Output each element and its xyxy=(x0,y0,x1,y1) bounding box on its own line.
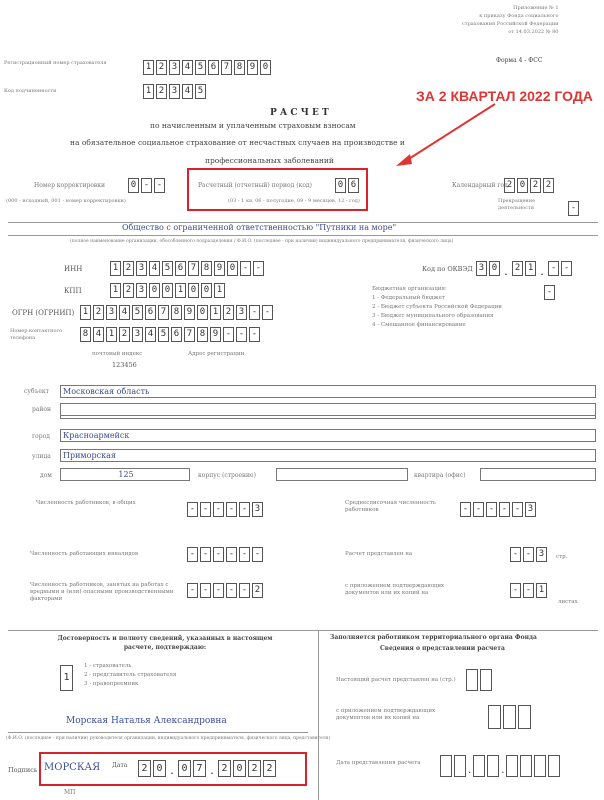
date-separator: . xyxy=(209,766,216,777)
harmful-digit: - xyxy=(239,583,250,598)
staff-digit: - xyxy=(226,502,237,517)
period-digit: 6 xyxy=(348,178,359,193)
ogrn-digit: 4 xyxy=(119,305,130,320)
staff-digit: - xyxy=(200,502,211,517)
signer-name-hint: (Ф.И.О. (последнее - при наличии) руководителя организации, индивидуального предпринимателя, физического лица, представителя) xyxy=(6,736,331,741)
ogrn-digit: 2 xyxy=(223,305,234,320)
inn-digit: 2 xyxy=(123,261,134,276)
stop-label: Прекращение деятельности xyxy=(498,198,536,211)
kpp-digit: 3 xyxy=(136,283,147,298)
date-digit: 7 xyxy=(193,760,206,777)
subtitle-line: профессиональных заболеваний xyxy=(205,156,334,165)
inn-digit: 9 xyxy=(214,261,225,276)
sign-label: Подпись xyxy=(8,766,38,774)
date-digit: 2 xyxy=(248,760,261,777)
pages-unit: стр. xyxy=(556,554,568,560)
pages-digit: - xyxy=(510,547,521,562)
official-pages-label: Настоящий расчет представлен на (стр.) xyxy=(336,677,456,683)
phone-digit: 5 xyxy=(158,327,169,342)
okved-digit: 0 xyxy=(489,261,500,276)
phone-digit: 2 xyxy=(119,327,130,342)
office-field xyxy=(480,468,596,481)
reg-number-digit: 4 xyxy=(182,60,193,75)
subtitle-line: по начисленным и уплаченным страховым взносам xyxy=(150,121,356,130)
inn-digit: 0 xyxy=(227,261,238,276)
date-digit: 0 xyxy=(233,760,246,777)
official-attach-cell xyxy=(503,705,516,729)
subordination-digit: 4 xyxy=(182,84,193,99)
budget-option: 4 - Смешанное финансирование xyxy=(372,322,466,328)
budget-value: - xyxy=(544,285,555,300)
disabled-digit: - xyxy=(213,547,224,562)
official-attach-cell xyxy=(488,705,501,729)
reg-number-digit: 7 xyxy=(221,60,232,75)
divider xyxy=(8,630,598,631)
year-digit: 2 xyxy=(543,178,554,193)
attach-unit: листах xyxy=(558,599,578,605)
ogrn-digit: 2 xyxy=(93,305,104,320)
kpp-digit: 0 xyxy=(188,283,199,298)
date-digit: 2 xyxy=(218,760,231,777)
ogrn-digit: 8 xyxy=(171,305,182,320)
official-attach-cells xyxy=(488,705,533,729)
phone-digit: 4 xyxy=(93,327,104,342)
official-page-cell xyxy=(466,669,478,691)
ogrn-digit: - xyxy=(249,305,260,320)
confirm-option: 1 - страхователь xyxy=(84,663,132,669)
avg-digit: - xyxy=(512,502,523,517)
official-date-cell xyxy=(454,755,466,777)
confirm-cell xyxy=(60,665,75,691)
correction-hint: (000 - исходный, 001 - номер корректировки) xyxy=(6,198,126,204)
year-cells xyxy=(504,178,556,193)
harmful-digit: - xyxy=(226,583,237,598)
divider xyxy=(8,732,308,733)
harmful-digit: - xyxy=(213,583,224,598)
ogrn-digit: 7 xyxy=(158,305,169,320)
confirm-title: Достоверность и полноту сведений, указанных в настоящем расчете, подтверждаю: xyxy=(57,635,273,651)
ogrn-digit: 0 xyxy=(197,305,208,320)
date-separator: . xyxy=(503,267,510,278)
disabled-digit: - xyxy=(239,547,250,562)
phone-digit: - xyxy=(236,327,247,342)
pages-label: Расчет представлен на xyxy=(345,551,413,557)
date-digit: 0 xyxy=(178,760,191,777)
inn-digit: 5 xyxy=(162,261,173,276)
date-highlight xyxy=(39,752,307,786)
reg-number-digit: 8 xyxy=(234,60,245,75)
confirm-options xyxy=(84,662,176,689)
subtitle-line: на обязательное социальное страхование от несчастных случаев на производстве и xyxy=(70,138,405,147)
period-label: Расчетный (отчетный) период (код) xyxy=(198,182,312,189)
inn-digit: 3 xyxy=(136,261,147,276)
official-date-cell xyxy=(534,755,546,777)
postal-label: почтовый индекс xyxy=(92,351,143,357)
confirm-option: 2 - представитель страхователя xyxy=(84,672,177,678)
ogrn-digit: 1 xyxy=(80,305,91,320)
correction-digit: - xyxy=(141,178,152,193)
budget-option: 2 - Бюджет субъекта Российской Федерации xyxy=(372,304,502,310)
divider xyxy=(8,235,598,236)
avg-label: Среднесписочная численность работников xyxy=(345,500,436,513)
subordination-label: Код подчиненности xyxy=(4,88,57,94)
disabled-digit: - xyxy=(187,547,198,562)
attach-digit: 1 xyxy=(536,583,547,598)
attach-digit: - xyxy=(523,583,534,598)
postal-code: 123456 xyxy=(112,361,137,369)
avg-digit: - xyxy=(499,502,510,517)
district-label: район xyxy=(32,406,52,413)
disabled-label: Численность работающих инвалидов xyxy=(30,551,139,557)
annotation-arrow-icon xyxy=(390,100,500,170)
correction-digit: 0 xyxy=(128,178,139,193)
inn-digit: - xyxy=(240,261,251,276)
avg-cells xyxy=(460,502,538,517)
phone-label: Номер контактного телефона xyxy=(10,328,63,341)
attach-label: с приложением подтверждающих документов или их копий на xyxy=(345,583,445,596)
phone-digit: - xyxy=(223,327,234,342)
harmful-label: Численность работников, занятых на работах с вредными и (или) опасными производственными факторами xyxy=(30,582,174,602)
pages-digit: - xyxy=(523,547,534,562)
period-hint: (03 - 1 кв, 06 - полугодие, 09 - 9 месяцев, 12 - год) xyxy=(228,198,360,204)
signature: МОРСКАЯ xyxy=(44,762,101,773)
disabled-digit: - xyxy=(200,547,211,562)
reg-number-digit: 9 xyxy=(247,60,258,75)
correction-cells xyxy=(128,178,167,193)
street-label: улица xyxy=(32,453,51,460)
phone-digit: 4 xyxy=(145,327,156,342)
city-field: Красноармейск xyxy=(60,429,596,442)
appendix-line: к приказу Фонда социального xyxy=(479,13,559,19)
staff-digit: - xyxy=(187,502,198,517)
period-annotation: ЗА 2 КВАРТАЛ 2022 ГОДА xyxy=(416,88,593,104)
kpp-digit: 0 xyxy=(149,283,160,298)
inn-digit: 1 xyxy=(110,261,121,276)
official-pages-cells xyxy=(466,669,494,691)
official-date-label: Дата представления расчета xyxy=(336,760,421,766)
harmful-digit: - xyxy=(187,583,198,598)
subordination-cells xyxy=(143,84,208,99)
reg-number-digit: 1 xyxy=(143,60,154,75)
stop-value: - xyxy=(568,201,579,216)
okved-cells xyxy=(476,261,574,278)
house-field: 125 xyxy=(60,468,190,481)
form-name: Форма 4 - ФСС xyxy=(496,57,543,64)
harmful-digit: - xyxy=(200,583,211,598)
date-separator: . xyxy=(501,765,505,776)
ogrn-digit: 3 xyxy=(106,305,117,320)
year-digit: 2 xyxy=(504,178,515,193)
official-date-cell xyxy=(548,755,560,777)
official-page-cell xyxy=(480,669,492,691)
pages-cells xyxy=(510,547,549,562)
kpp-digit: 0 xyxy=(162,283,173,298)
reg-number-label: Регистрационный номер страхователя xyxy=(4,60,107,66)
harmful-digit: 2 xyxy=(252,583,263,598)
kpp-digit: 0 xyxy=(201,283,212,298)
inn-digit: 8 xyxy=(201,261,212,276)
disabled-cells xyxy=(187,547,265,562)
official-title: Заполняется работником территориального органа Фонда xyxy=(330,634,537,641)
date-digit: 0 xyxy=(153,760,166,777)
phone-digit: 8 xyxy=(197,327,208,342)
kpp-digit: 1 xyxy=(214,283,225,298)
ogrn-cells xyxy=(80,305,275,320)
official-date-cells xyxy=(440,755,562,777)
phone-digit: 9 xyxy=(210,327,221,342)
ogrn-digit: 3 xyxy=(236,305,247,320)
house-label: дом xyxy=(40,472,52,479)
official-date-cell xyxy=(506,755,518,777)
okved-digit: 1 xyxy=(525,261,536,276)
address-label: Адрес регистрации xyxy=(188,351,245,357)
subordination-digit: 5 xyxy=(195,84,206,99)
staff-digit: 3 xyxy=(252,502,263,517)
building-label: корпус (строение) xyxy=(198,472,256,479)
budget-cell xyxy=(544,285,557,300)
inn-digit: 7 xyxy=(188,261,199,276)
staff-digit: - xyxy=(213,502,224,517)
official-date-cell xyxy=(473,755,485,777)
year-label: Календарный год xyxy=(452,182,508,189)
inn-cells xyxy=(110,261,266,276)
org-name: Общество с ограниченной ответственностью "Путники на море" xyxy=(122,223,397,232)
kpp-label: КПП xyxy=(64,287,82,295)
phone-cells xyxy=(80,327,262,342)
correction-digit: - xyxy=(154,178,165,193)
appendix-block xyxy=(462,4,559,36)
phone-digit: - xyxy=(249,327,260,342)
staff-cells xyxy=(187,502,265,517)
period-highlight xyxy=(187,168,368,211)
phone-digit: 6 xyxy=(171,327,182,342)
stop-cell xyxy=(568,201,581,216)
form-title: Р А С Ч Е Т xyxy=(270,108,329,118)
appendix-line: страхования Российской Федерации xyxy=(462,21,559,27)
reg-number-digit: 2 xyxy=(156,60,167,75)
ogrn-digit: 5 xyxy=(132,305,143,320)
reg-number-digit: 5 xyxy=(195,60,206,75)
avg-digit: - xyxy=(460,502,471,517)
ogrn-digit: 6 xyxy=(145,305,156,320)
reg-number-digit: 3 xyxy=(169,60,180,75)
staff-label: Численность работников, в общих xyxy=(36,500,136,506)
appendix-line: Приложение № 1 xyxy=(513,5,559,11)
phone-digit: 1 xyxy=(106,327,117,342)
subordination-digit: 1 xyxy=(143,84,154,99)
official-date-cell xyxy=(520,755,532,777)
city-label: город xyxy=(32,433,50,440)
reg-number-cells xyxy=(143,60,273,75)
phone-digit: 3 xyxy=(132,327,143,342)
staff-digit: - xyxy=(239,502,250,517)
okved-digit: 2 xyxy=(512,261,523,276)
kpp-digit: 2 xyxy=(123,283,134,298)
district-field-lower xyxy=(60,411,596,419)
kpp-digit: 1 xyxy=(110,283,121,298)
kpp-digit: 1 xyxy=(175,283,186,298)
budget-block xyxy=(372,285,502,330)
subordination-digit: 2 xyxy=(156,84,167,99)
official-subtitle: Сведения о представлении расчета xyxy=(380,645,505,652)
ogrn-digit: - xyxy=(262,305,273,320)
signer-name: Морская Наталья Александровна xyxy=(66,716,227,726)
street-field: Приморская xyxy=(60,449,596,462)
reg-number-digit: 6 xyxy=(208,60,219,75)
divider-vertical xyxy=(318,630,319,800)
subordination-digit: 3 xyxy=(169,84,180,99)
official-attach-label: с приложением подтверждающих документов или их копий на xyxy=(336,708,436,721)
kpp-cells xyxy=(110,283,227,298)
date-separator: . xyxy=(468,765,472,776)
attach-digit: - xyxy=(510,583,521,598)
disabled-digit: - xyxy=(226,547,237,562)
date-digit: 2 xyxy=(138,760,151,777)
date-separator: . xyxy=(539,267,546,278)
ogrn-digit: 1 xyxy=(210,305,221,320)
inn-digit: 4 xyxy=(149,261,160,276)
okved-digit: - xyxy=(548,261,559,276)
building-field xyxy=(276,468,408,481)
office-label: квартира (офис) xyxy=(414,472,466,479)
budget-option: 3 - Бюджет муниципального образования xyxy=(372,313,494,319)
date-digit: 2 xyxy=(263,760,276,777)
phone-digit: 7 xyxy=(184,327,195,342)
correction-label: Номер корректировки xyxy=(34,182,106,189)
disabled-digit: - xyxy=(252,547,263,562)
subject-label: субъект xyxy=(24,388,49,395)
okved-digit: - xyxy=(561,261,572,276)
inn-digit: - xyxy=(253,261,264,276)
org-name-hint: (полное наименование организации, обособленного подразделения / Ф.И.О. (последнее - при наличии) индивидуального предпринимателя, физического лица) xyxy=(70,239,454,244)
confirm-option: 3 - правопреемник xyxy=(84,681,139,687)
stamp-label: МП xyxy=(64,789,76,796)
okved-label: Код по ОКВЭД xyxy=(422,265,473,273)
official-date-cell xyxy=(440,755,452,777)
date-label: Дата xyxy=(112,762,128,769)
budget-title: Бюджетная организация: xyxy=(372,286,447,292)
year-digit: 0 xyxy=(517,178,528,193)
pages-digit: 3 xyxy=(536,547,547,562)
avg-digit: - xyxy=(473,502,484,517)
official-attach-cell xyxy=(518,705,531,729)
avg-digit: - xyxy=(486,502,497,517)
appendix-line: от 14.03.2022 № 80 xyxy=(508,29,559,35)
subject-field: Московская область xyxy=(60,385,596,398)
reg-number-digit: 0 xyxy=(260,60,271,75)
ogrn-digit: 9 xyxy=(184,305,195,320)
attach-cells xyxy=(510,583,549,598)
inn-digit: 6 xyxy=(175,261,186,276)
harmful-cells xyxy=(187,583,265,598)
ogrn-label: ОГРН (ОГРНИП) xyxy=(12,309,75,317)
avg-digit: 3 xyxy=(525,502,536,517)
confirm-value: 1 xyxy=(60,665,73,691)
date-separator: . xyxy=(169,766,176,777)
official-date-cell xyxy=(487,755,499,777)
inn-label: ИНН xyxy=(64,265,83,273)
phone-digit: 8 xyxy=(80,327,91,342)
okved-digit: 3 xyxy=(476,261,487,276)
budget-option: 1 - Федеральный бюджет xyxy=(372,295,445,301)
year-digit: 2 xyxy=(530,178,541,193)
period-digit: 0 xyxy=(335,178,346,193)
